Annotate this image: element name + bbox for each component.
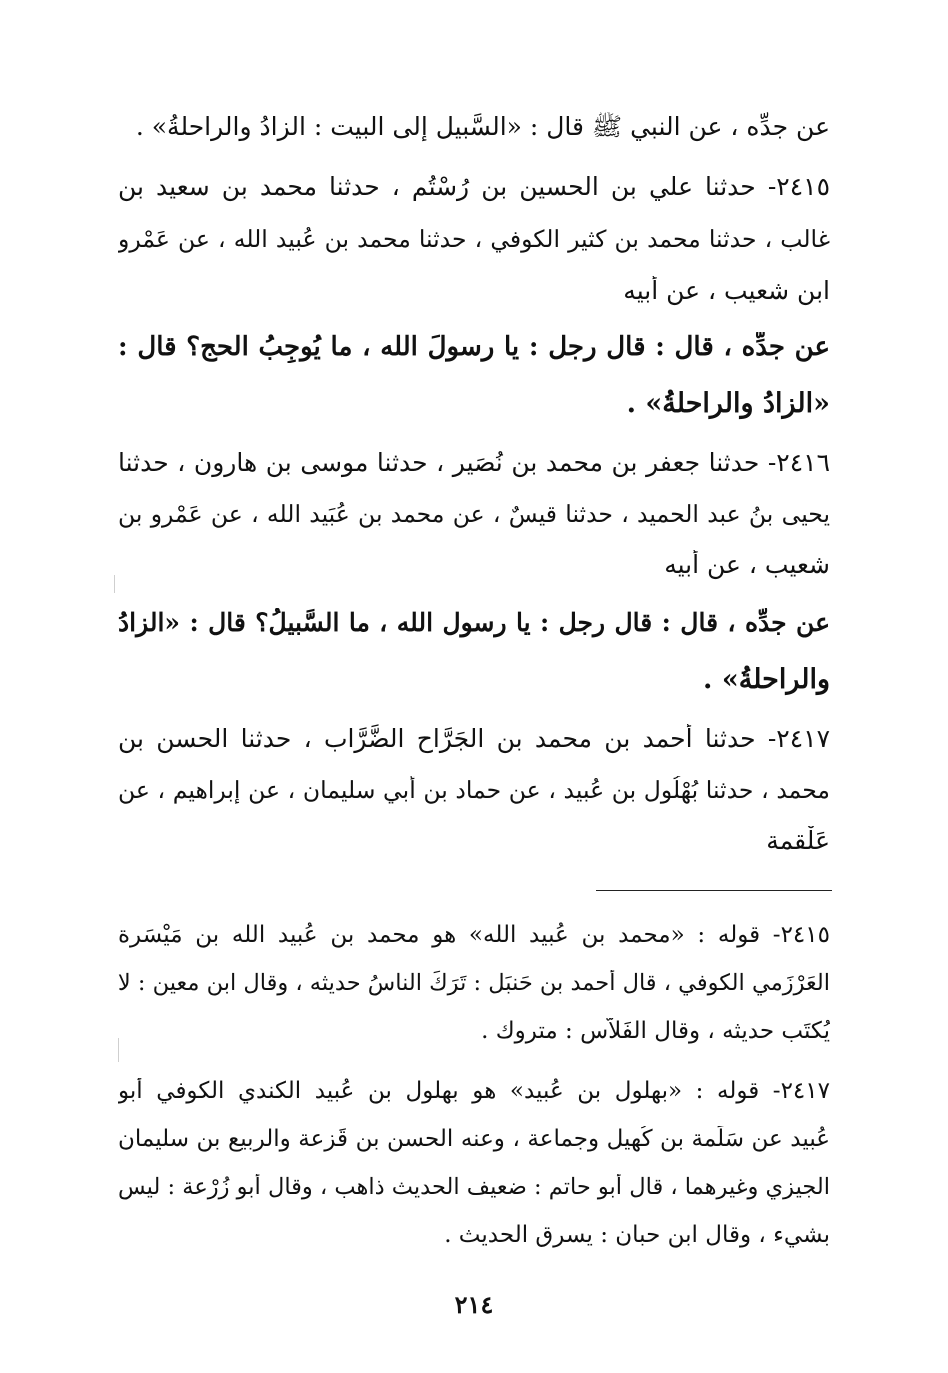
text-line: ابن شعيب ، عن أبيه — [623, 276, 830, 305]
footnote-line: عُبيد عن سَلَمة بن كُهيل وجماعة ، وعنه الحسن بن قَزعة والربيع بن سليمان — [118, 1126, 830, 1152]
text-line: عن جدِّه ، قال : قال رجل : يا رسولَ الله ، ما يُوجِبُ الحج؟ قال : — [118, 332, 830, 362]
text-line: عَلْقمة — [766, 826, 830, 855]
footnote-line: يُكتَب حديثه ، وقال الفَلاَّس : متروك . — [481, 1018, 830, 1044]
text-line: محمد ، حدثنا بُهْلُول بن عُبيد ، عن حماد بن أبي سليمان ، عن إبراهيم ، عن — [118, 776, 830, 804]
text-line: «الزادُ والراحلةُ» . — [626, 388, 830, 419]
text-line: يحيى بنُ عبد الحميد ، حدثنا قيسٌ ، عن محمد بن عُبَيد الله ، عن عَمْرو بن — [118, 500, 830, 528]
text-line: ٢٤١٧- حدثنا أحمد بن محمد بن الجَرَّاح الضَّرَّاب ، حدثنا الحسن بن — [118, 724, 830, 753]
page-number: ٢١٤ — [454, 1290, 494, 1319]
footnote-line: ٢٤١٧- قوله : «بهلول بن عُبيد» هو بهلول بن عُبيد الكندي الكوفي أبو — [118, 1078, 830, 1104]
footnote-line: بشيء ، وقال ابن حبان : يسرق الحديث . — [444, 1222, 830, 1248]
text-line: ٢٤١٥- حدثنا علي بن الحسين بن رُسْتُم ، حدثنا محمد بن سعيد بن — [118, 172, 830, 201]
footnote-line: ٢٤١٥- قوله : «محمد بن عُبيد الله» هو محمد بن عُبيد الله بن مَيْسَرة — [118, 922, 830, 948]
text-line: عن جدِّه ، قال : قال رجل : يا رسول الله ، ما السَّبيلُ؟ قال : «الزادُ — [118, 608, 830, 637]
footnote-line: العَرْزَمي الكوفي ، قال أحمد بن حَنبَل : تَرَكَ الناسُ حديثه ، وقال ابن معين : لا — [118, 970, 830, 996]
text-line: والراحلةُ» . — [703, 664, 830, 695]
footnote-line: الجيزي وغيرهما ، قال أبو حاتم : ضعيف الحديث ذاهب ، وقال أبو زُرْعة : ليس — [118, 1174, 830, 1200]
footnote-separator — [596, 890, 832, 891]
text-line: عن جدِّه ، عن النبي ﷺ قال : «السَّبيل إلى البيت : الزادُ والراحلةُ» . — [135, 112, 830, 141]
text-line: ٢٤١٦- حدثنا جعفر بن محمد بن نُصَير ، حدثنا موسى بن هارون ، حدثنا — [118, 448, 830, 477]
text-line: غالب ، حدثنا محمد بن كثير الكوفي ، حدثنا محمد بن عُبيد الله ، عن عَمْرو — [118, 225, 830, 253]
scan-edge-mark — [114, 575, 115, 593]
text-line: شعيب ، عن أبيه — [664, 550, 830, 579]
